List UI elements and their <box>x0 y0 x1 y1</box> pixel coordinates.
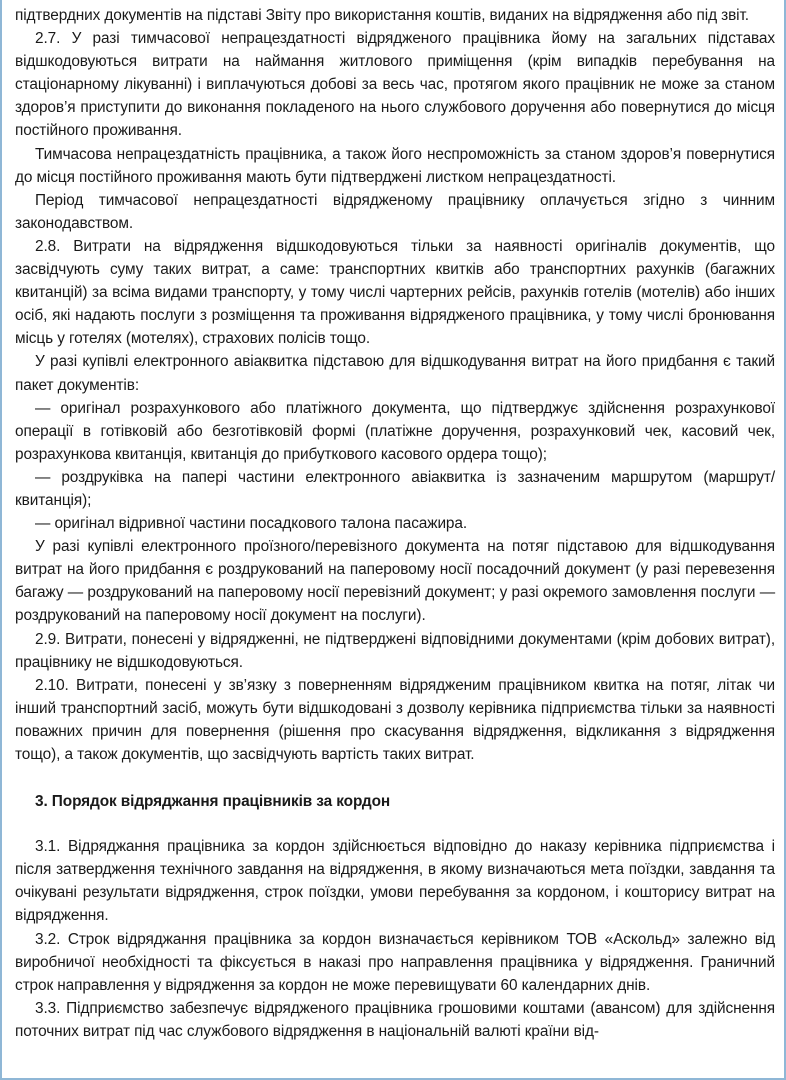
spacer <box>15 766 775 790</box>
paragraph-3-3: 3.3. Підприємство забезпечує відрядженого працівника грошовими коштами (авансом) для здійснення поточних витрат під час службового відрядження в національній валюті країни від- <box>15 999 775 1040</box>
paragraph-2-7-illness-proof: Тимчасова непрацездатність працівника, а також його неспроможність за станом здоров’я повернутися до місця постійного проживання мають бути підтверджені листком непрацездатності. <box>15 145 775 186</box>
section-3-heading: 3. Порядок відряджання працівників за кордон <box>35 793 391 811</box>
paragraph-3-1: 3.1. Відряджання працівника за кордон здійснюється відповідно до наказу керівника підприємства і після затвердження технічного завдання на відрядження, в якому визначаються мета поїздки, завдання та очікувані результати відрядження, строк поїздки, умови перебування за кордоном, і кошторису витрат на відрядження. <box>15 838 775 925</box>
paragraph-3-2: 3.2. Строк відряджання працівника за кордон визначається керівником ТОВ «Аскольд» залежно від виробничої необхідності та фіксується в наказі про направлення працівника у відрядження. Граничний строк направлення у відрядження за кордон не може перевищувати 60 календарних днів. <box>15 930 775 994</box>
paragraph-continuation: підтвердних документів на підставі Звіту про використання коштів, виданих на відрядження або під звіт. <box>15 7 749 24</box>
paragraph-2-7-illness-pay: Період тимчасової непрацездатності відрядженому працівнику оплачується згідно з чинним законодавством. <box>15 191 775 232</box>
list-item-payment-document: — оригінал розрахункового або платіжного документа, що підтверджує здійснення розрахункової операції в готівковій або безготівковій формі (платіжне доручення, розрахунковий чек, касовий чек, розрахункова квитанція, квитанція до прибуткового касового ордера тощо); <box>15 399 775 463</box>
paragraph-2-8: 2.8. Витрати на відрядження відшкодовуються тільки за наявності оригіналів документів, що засвідчують суму таких витрат, а саме: транспортних квитків або транспортних рахунків (багажних квитанцій) за всіма видами транспорту, у тому числі чартерних рейсів, рахунків готелів (мотелів) або інших осіб, які надають послуги з розміщення та проживання відрядженого працівника, у тому числі бронювання місць у готелях (мотелях), страхових полісів тощо. <box>15 237 775 348</box>
paragraph-2-7: 2.7. У разі тимчасової непрацездатності відрядженого працівника йому на загальних підставах відшкодовуються витрати на наймання житлового приміщення (крім випадків перебування на стаціонарному лікуванні) і виплачуються добові за весь час, протягом якого працівник не може за станом здоров’я приступити до виконання покладеного на нього службового доручення або повернутися до місця постійного проживання. <box>15 30 775 140</box>
list-item-boarding-pass: — оригінал відривної частини посадкового талона пасажира. <box>35 515 468 533</box>
list-item-e-ticket-printout: — роздруківка на папері частини електронного авіаквитка із зазначеним маршрутом (маршрут/квитанція); <box>15 468 775 509</box>
paragraph-2-10: 2.10. Витрати, понесені у зв’язку з поверненням відрядженим працівником квитка на потяг, літак чи інший транспортний засіб, можуть бути відшкодовані з дозволу керівника підприємства тільки за наявності поважних причин для повернення (рішення про скасування відрядження, відкликання з відрядження тощо), а також документів, що засвідчують вартість таких витрат. <box>15 676 775 763</box>
spacer <box>15 813 775 835</box>
paragraph-2-8-e-ticket: У разі купівлі електронного авіаквитка підставою для відшкодування витрат на його придбання є такий пакет документів: <box>15 353 775 394</box>
paragraph-2-8-train-ticket: У разі купівлі електронного проїзного/перевізного документа на потяг підставою для відшкодування витрат на його придбання є роздрукований на паперовому носії посадочний документ (у разі перевезення багажу — роздрукований на паперовому носії перевізний документ; у разі окремого замовлення послуги — роздрукований на паперовому носії документ на послуги). <box>15 538 775 625</box>
document-body <box>15 4 775 1043</box>
paragraph-2-9: 2.9. Витрати, понесені у відрядженні, не підтверджені відповідними документами (крім добових витрат), працівнику не відшкодовуються. <box>15 630 775 671</box>
